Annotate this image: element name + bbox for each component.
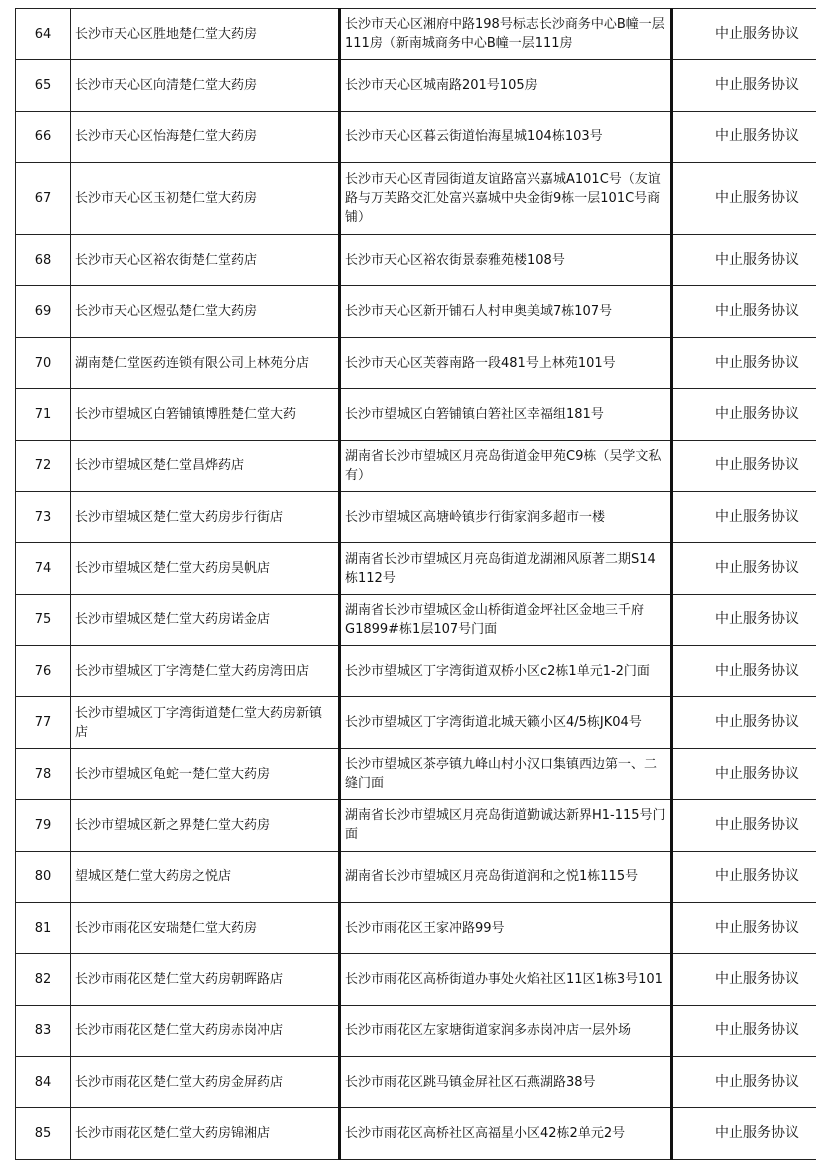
- pharmacy-name: 长沙市雨花区楚仁堂大药房锦湘店: [71, 1108, 340, 1160]
- pharmacy-name: 长沙市望城区丁字湾楚仁堂大药房湾田店: [71, 646, 340, 697]
- table-row: [16, 697, 816, 748]
- agreement-status: 中止服务协议: [672, 954, 816, 1005]
- pharmacy-address: 长沙市望城区高塘岭镇步行街家润多超市一楼: [340, 491, 672, 542]
- pharmacy-name: 长沙市望城区楚仁堂大药房诺金店: [71, 594, 340, 645]
- pharmacy-address: 长沙市望城区丁字湾街道双桥小区c2栋1单元1-2门面: [340, 646, 672, 697]
- pharmacy-name: 长沙市雨花区安瑞楚仁堂大药房: [71, 902, 340, 953]
- pharmacy-name: 长沙市望城区楚仁堂大药房步行街店: [71, 491, 340, 542]
- row-number: 66: [16, 111, 71, 162]
- pharmacy-list-table: [15, 8, 816, 1160]
- agreement-status: 中止服务协议: [672, 235, 816, 286]
- table-row: [16, 440, 816, 491]
- table-row: [16, 286, 816, 337]
- pharmacy-address: 长沙市天心区湘府中路198号标志长沙商务中心B幢一层111房（新南城商务中心B幢一层111房: [340, 9, 672, 60]
- agreement-status: 中止服务协议: [672, 337, 816, 388]
- pharmacy-name: 长沙市天心区向清楚仁堂大药房: [71, 60, 340, 111]
- pharmacy-address: 长沙市天心区芙蓉南路一段481号上林苑101号: [340, 337, 672, 388]
- agreement-status: 中止服务协议: [672, 594, 816, 645]
- row-number: 67: [16, 163, 71, 235]
- agreement-status: 中止服务协议: [672, 1057, 816, 1108]
- pharmacy-name: 长沙市望城区丁字湾街道楚仁堂大药房新镇店: [71, 697, 340, 748]
- pharmacy-name: 湖南楚仁堂医药连锁有限公司上林苑分店: [71, 337, 340, 388]
- row-number: 69: [16, 286, 71, 337]
- pharmacy-address: 长沙市望城区茶亭镇九峰山村小汉口集镇西边第一、二缝门面: [340, 748, 672, 799]
- pharmacy-name: 长沙市望城区新之界楚仁堂大药房: [71, 800, 340, 851]
- agreement-status: 中止服务协议: [672, 697, 816, 748]
- agreement-status: 中止服务协议: [672, 9, 816, 60]
- agreement-status: 中止服务协议: [672, 851, 816, 902]
- agreement-status: 中止服务协议: [672, 440, 816, 491]
- pharmacy-name: 长沙市望城区楚仁堂昌烨药店: [71, 440, 340, 491]
- agreement-status: 中止服务协议: [672, 1108, 816, 1160]
- pharmacy-address: 长沙市雨花区左家塘街道家润多赤岗冲店一层外场: [340, 1005, 672, 1056]
- agreement-status: 中止服务协议: [672, 800, 816, 851]
- pharmacy-address: 湖南省长沙市望城区金山桥街道金坪社区金地三千府G1899#栋1层107号门面: [340, 594, 672, 645]
- agreement-status: 中止服务协议: [672, 491, 816, 542]
- pharmacy-name: 长沙市雨花区楚仁堂大药房朝晖路店: [71, 954, 340, 1005]
- row-number: 84: [16, 1057, 71, 1108]
- table-row: [16, 9, 816, 60]
- pharmacy-address: 湖南省长沙市望城区月亮岛街道勤诚达新界H1-115号门面: [340, 800, 672, 851]
- table-row: [16, 1057, 816, 1108]
- pharmacy-name: 长沙市天心区怡海楚仁堂大药房: [71, 111, 340, 162]
- agreement-status: 中止服务协议: [672, 748, 816, 799]
- table-row: [16, 60, 816, 111]
- table-row: [16, 902, 816, 953]
- pharmacy-address: 湖南省长沙市望城区月亮岛街道润和之悦1栋115号: [340, 851, 672, 902]
- table-row: [16, 389, 816, 440]
- agreement-status: 中止服务协议: [672, 543, 816, 594]
- row-number: 74: [16, 543, 71, 594]
- pharmacy-address: 长沙市天心区城南路201号105房: [340, 60, 672, 111]
- pharmacy-name: 长沙市天心区胜地楚仁堂大药房: [71, 9, 340, 60]
- pharmacy-address: 长沙市望城区丁字湾街道北城天籁小区4/5栋JK04号: [340, 697, 672, 748]
- row-number: 76: [16, 646, 71, 697]
- row-number: 81: [16, 902, 71, 953]
- row-number: 78: [16, 748, 71, 799]
- table-row: [16, 491, 816, 542]
- row-number: 65: [16, 60, 71, 111]
- pharmacy-address: 长沙市天心区暮云街道怡海星城104栋103号: [340, 111, 672, 162]
- pharmacy-name: 长沙市天心区裕农街楚仁堂药店: [71, 235, 340, 286]
- row-number: 75: [16, 594, 71, 645]
- table-row: [16, 1108, 816, 1160]
- row-number: 79: [16, 800, 71, 851]
- agreement-status: 中止服务协议: [672, 286, 816, 337]
- row-number: 85: [16, 1108, 71, 1160]
- pharmacy-name: 长沙市雨花区楚仁堂大药房赤岗冲店: [71, 1005, 340, 1056]
- agreement-status: 中止服务协议: [672, 1005, 816, 1056]
- table-row: [16, 1005, 816, 1056]
- table-row: [16, 646, 816, 697]
- agreement-status: 中止服务协议: [672, 163, 816, 235]
- row-number: 72: [16, 440, 71, 491]
- pharmacy-name: 长沙市天心区玉初楚仁堂大药房: [71, 163, 340, 235]
- table-row: [16, 594, 816, 645]
- pharmacy-address: 湖南省长沙市望城区月亮岛街道金甲苑C9栋（吴学文私有）: [340, 440, 672, 491]
- pharmacy-address: 长沙市雨花区高桥社区高福星小区42栋2单元2号: [340, 1108, 672, 1160]
- row-number: 82: [16, 954, 71, 1005]
- table-row: [16, 337, 816, 388]
- pharmacy-name: 长沙市天心区煜弘楚仁堂大药房: [71, 286, 340, 337]
- agreement-status: 中止服务协议: [672, 646, 816, 697]
- row-number: 73: [16, 491, 71, 542]
- table-row: [16, 235, 816, 286]
- pharmacy-address: 长沙市天心区裕农街景泰雅苑楼108号: [340, 235, 672, 286]
- row-number: 80: [16, 851, 71, 902]
- agreement-status: 中止服务协议: [672, 60, 816, 111]
- table-row: [16, 543, 816, 594]
- pharmacy-address: 长沙市望城区白箬铺镇白箬社区幸福组181号: [340, 389, 672, 440]
- pharmacy-address: 长沙市雨花区王家冲路99号: [340, 902, 672, 953]
- pharmacy-name: 长沙市望城区楚仁堂大药房昊帆店: [71, 543, 340, 594]
- agreement-status: 中止服务协议: [672, 902, 816, 953]
- table-row: [16, 163, 816, 235]
- row-number: 64: [16, 9, 71, 60]
- pharmacy-address: 长沙市雨花区跳马镇金屏社区石燕湖路38号: [340, 1057, 672, 1108]
- table-row: [16, 748, 816, 799]
- row-number: 83: [16, 1005, 71, 1056]
- table-row: [16, 111, 816, 162]
- row-number: 71: [16, 389, 71, 440]
- table-row: [16, 800, 816, 851]
- pharmacy-address: 长沙市天心区新开铺石人村申奥美域7栋107号: [340, 286, 672, 337]
- table-body: [16, 9, 816, 1160]
- pharmacy-name: 望城区楚仁堂大药房之悦店: [71, 851, 340, 902]
- agreement-status: 中止服务协议: [672, 389, 816, 440]
- table-row: [16, 851, 816, 902]
- agreement-status: 中止服务协议: [672, 111, 816, 162]
- pharmacy-name: 长沙市雨花区楚仁堂大药房金屏药店: [71, 1057, 340, 1108]
- pharmacy-address: 湖南省长沙市望城区月亮岛街道龙湖湘风原著二期S14栋112号: [340, 543, 672, 594]
- pharmacy-name: 长沙市望城区白箬铺镇博胜楚仁堂大药: [71, 389, 340, 440]
- pharmacy-address: 长沙市雨花区高桥街道办事处火焰社区11区1栋3号101: [340, 954, 672, 1005]
- row-number: 77: [16, 697, 71, 748]
- row-number: 70: [16, 337, 71, 388]
- row-number: 68: [16, 235, 71, 286]
- pharmacy-name: 长沙市望城区龟蛇一楚仁堂大药房: [71, 748, 340, 799]
- table-row: [16, 954, 816, 1005]
- pharmacy-address: 长沙市天心区青园街道友谊路富兴嘉城A101C号（友谊路与万芙路交汇处富兴嘉城中央金街9栋一层101C号商铺）: [340, 163, 672, 235]
